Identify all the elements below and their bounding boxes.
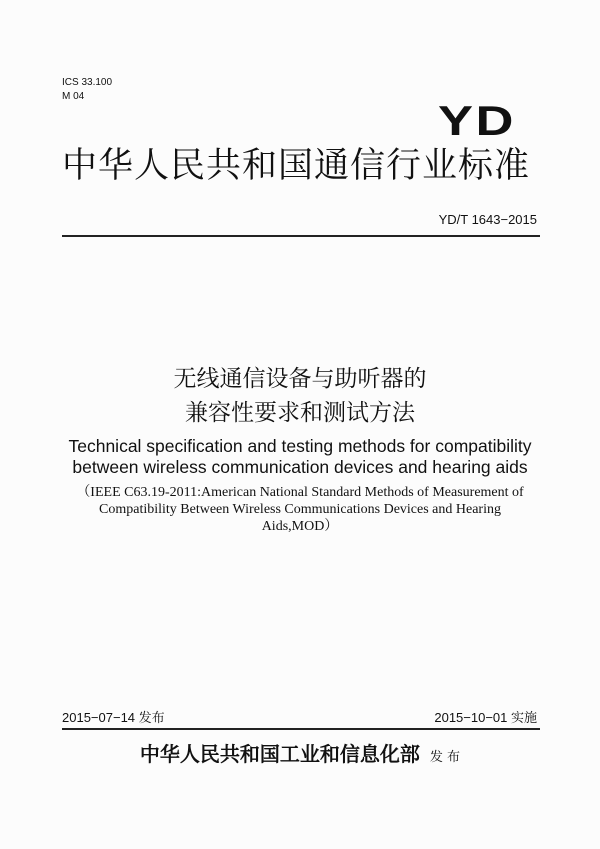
issuer-name: 中华人民共和国工业和信息化部 <box>139 742 420 766</box>
cn-title-line2: 兼容性要求和测试方法 <box>185 400 415 426</box>
classification-codes <box>62 76 112 104</box>
ics-code: ICS 33.100 <box>62 77 113 88</box>
en-title-line2: between wireless communication devices and hearing aids <box>72 457 528 477</box>
reference-line3: Aids,MOD） <box>261 519 339 534</box>
reference-line2: Compatibility Between Wireless Communications Devices and Hearing <box>99 502 501 517</box>
implement-date: 2015−10−01 实施 <box>434 710 537 725</box>
publish-date: 2015−07−14 发布 <box>62 710 165 725</box>
issuer-suffix: 发 布 <box>429 750 461 765</box>
header-divider <box>62 235 540 237</box>
issuer <box>0 738 600 767</box>
yd-logo: YD <box>438 97 516 144</box>
cn-title-line1: 无线通信设备与助听器的 <box>173 366 427 392</box>
standard-type-heading: 中华人民共和国通信行业标准 <box>62 146 531 186</box>
reference-line1: （IEEE C63.19-2011:American National Standard Methods of Measurement of <box>76 485 524 500</box>
standard-code: YD/T 1643−2015 <box>438 212 537 227</box>
footer-divider <box>62 728 540 730</box>
ccs-code: M 04 <box>62 91 85 102</box>
en-title-line1: Technical specification and testing methods for compatibility <box>68 436 532 456</box>
